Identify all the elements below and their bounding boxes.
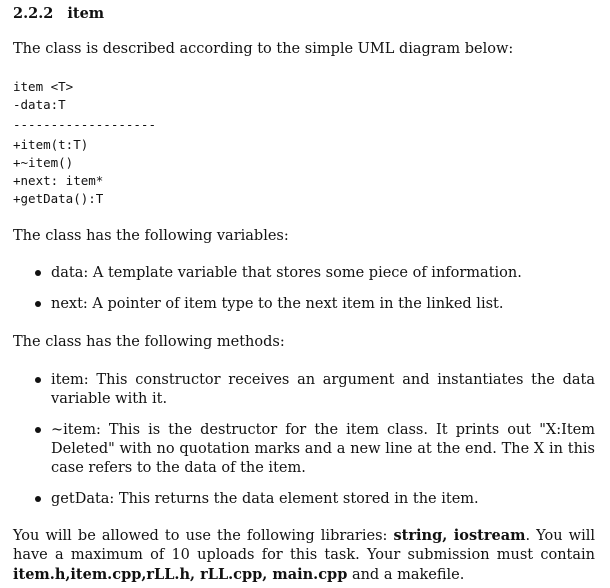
variables-list [35,264,595,314]
variable-next-text: next: A pointer of item type to the next item in the linked list. [51,296,504,312]
section-heading [13,5,104,22]
uml-method-constructor: +item(t:T) [13,137,89,152]
method-destructor-text: ~item: This is the destructor for the item class. It prints out "X:Item Deleted" with no quotation marks and a new line at the end. The X in this case refers to the data of the item. [51,422,595,476]
closing-text-2: . You will have a maximum of 10 uploads for this task. Your submission must contain [13,528,595,563]
allowed-libraries: string, iostream [393,527,526,544]
bullet-icon [35,301,41,307]
section-number: 2.2.2 [13,5,54,22]
bullet-icon [35,427,41,433]
uml-divider: ------------------- [13,117,156,132]
method-item-text: item: This constructor receives an argument and instantiates the data variable with it. [51,372,595,407]
methods-heading: The class has the following methods: [13,334,285,350]
closing-text-3: and a makefile. [347,567,465,583]
variables-heading: The class has the following variables: [13,228,289,244]
uml-diagram [13,78,156,208]
list-item [35,490,595,509]
uml-attribute-data: -data:T [13,97,66,112]
list-item [35,264,595,283]
uml-class-name: item <T> [13,79,74,94]
section-title: item [67,5,105,22]
intro-paragraph: The class is described according to the simple UML diagram below: [13,41,514,57]
method-getdata-text: getData: This returns the data element stored in the item. [51,491,479,507]
bullet-icon [35,377,41,383]
closing-text-1: You will be allowed to use the following libraries: [13,528,394,544]
bullet-icon [35,270,41,276]
bullet-icon [35,496,41,502]
required-files: item.h,item.cpp,rLL.h, rLL.cpp, main.cpp [13,566,348,583]
list-item [35,371,595,409]
closing-paragraph [13,526,595,585]
variable-data-text: data: A template variable that stores some piece of information. [51,265,522,281]
methods-list [35,371,595,509]
uml-method-getdata: +getData():T [13,191,104,206]
list-item [35,295,595,314]
list-item [35,421,595,478]
uml-method-destructor: +~item() [13,155,74,170]
uml-attribute-next: +next: item* [13,173,104,188]
